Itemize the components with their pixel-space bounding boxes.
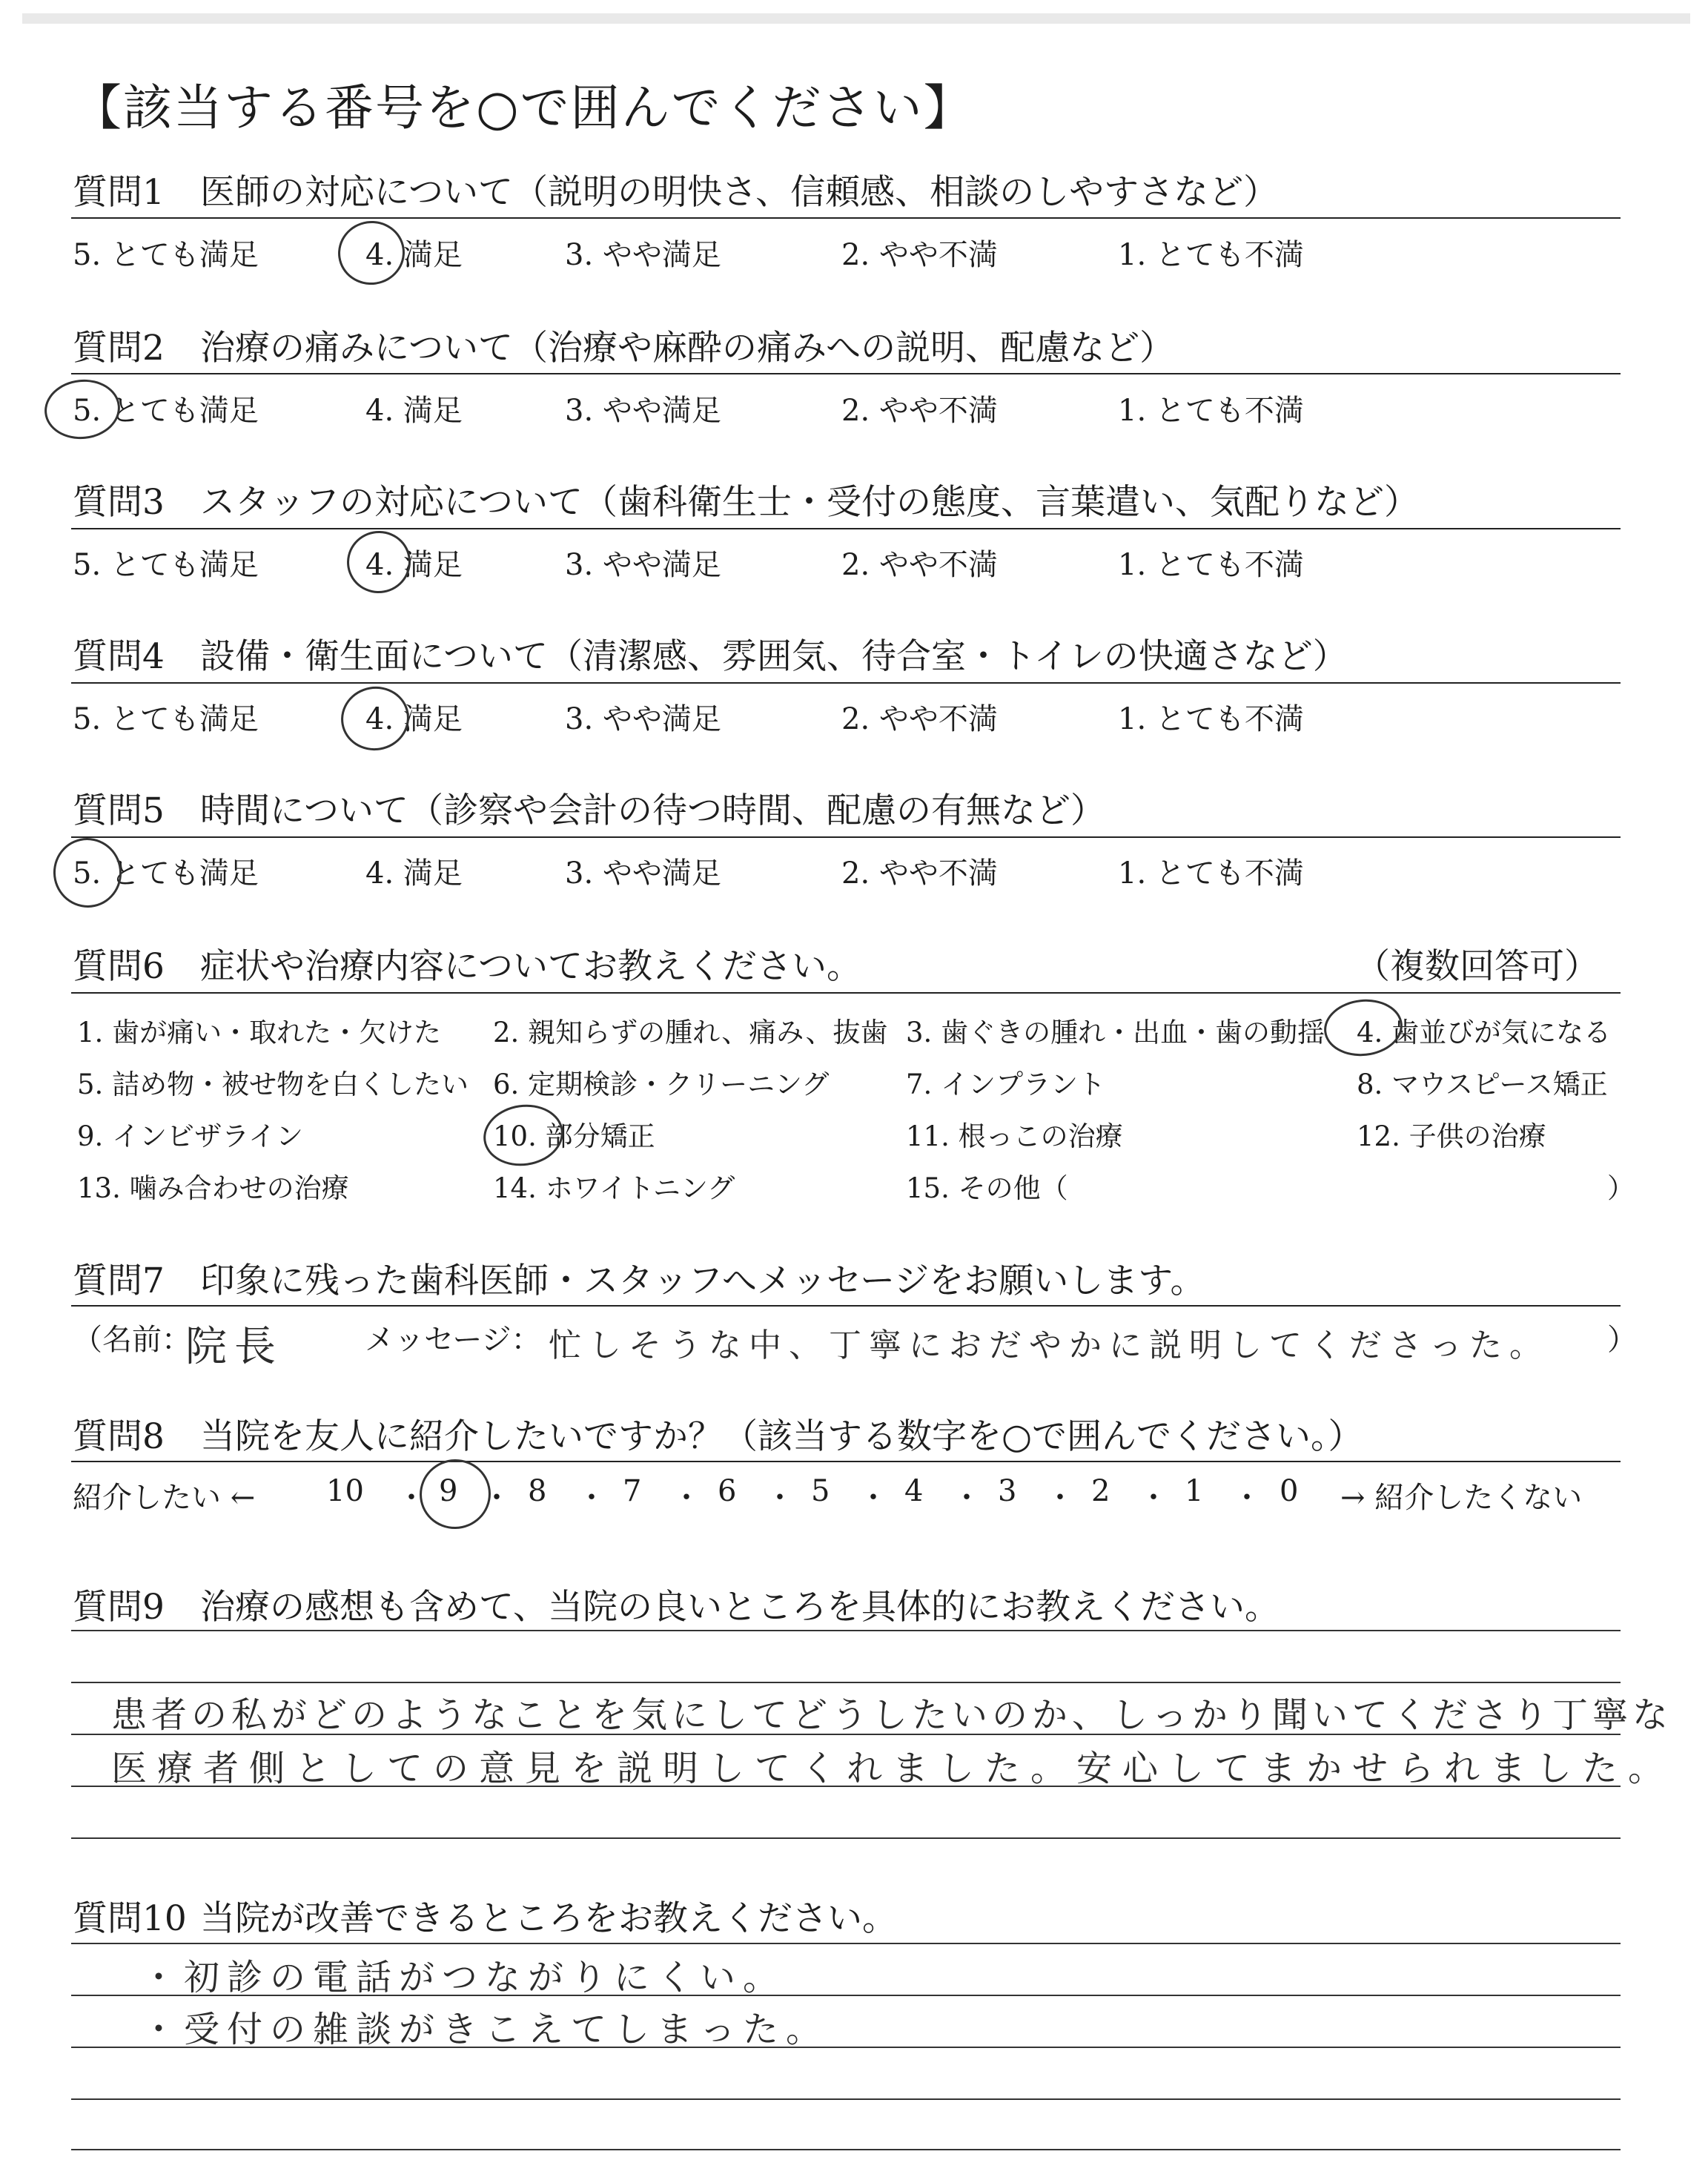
q1-option-1[interactable]: 1. とても不満 xyxy=(1118,238,1304,272)
q2-selection-circle xyxy=(42,376,123,443)
q6-option-4[interactable]: 4. 歯並びが気になる xyxy=(1357,1017,1612,1048)
q2-option-4[interactable]: 4. 満足 xyxy=(365,394,463,428)
q4-option-1[interactable]: 1. とても不満 xyxy=(1118,702,1304,736)
q6-option-15[interactable]: 15. その他（ xyxy=(906,1172,1068,1204)
name-label: （名前： xyxy=(73,1323,191,1357)
message-handwritten[interactable]: 忙しそうな中、丁寧におだやかに説明してくださった。 xyxy=(549,1327,1549,1364)
question-9 xyxy=(73,1579,1280,1629)
q5-option-3[interactable]: 3. やや満足 xyxy=(565,856,721,891)
q1-selection-circle xyxy=(334,217,408,289)
question-6 xyxy=(73,939,861,988)
q6-option-6[interactable]: 6. 定期検診・クリーニング xyxy=(493,1069,830,1100)
q3-option-5[interactable]: 5. とても満足 xyxy=(73,548,259,582)
recommend-right-label: → 紹介したくない xyxy=(1340,1481,1583,1515)
q3-option-2[interactable]: 2. やや不満 xyxy=(841,548,998,582)
q4-selection-circle xyxy=(336,681,414,756)
q6-option-5[interactable]: 5. 詰め物・被せ物を白くしたい xyxy=(77,1069,469,1100)
q6-option-10[interactable]: 10. 部分矯正 xyxy=(493,1120,655,1152)
q6-option-14[interactable]: 14. ホワイトニング xyxy=(493,1172,735,1204)
question-10-text: 当院が改善できるところをお教えください。 xyxy=(200,1898,897,1939)
question-8-label: 質問8 xyxy=(73,1416,165,1457)
question-8-text: 当院を友人に紹介したいですか？（該当する数字を○で囲んでください。） xyxy=(200,1416,1363,1457)
question-6-note: （複数回答可） xyxy=(1355,946,1599,987)
q5-option-5[interactable]: 5. とても満足 xyxy=(73,856,259,891)
recommend-3[interactable]: 3 xyxy=(998,1474,1017,1508)
divider xyxy=(71,373,1621,374)
scale-dot: ・ xyxy=(858,1481,888,1515)
divider xyxy=(71,682,1621,684)
recommend-4[interactable]: 4 xyxy=(904,1474,924,1508)
q6-option-12[interactable]: 12. 子供の治療 xyxy=(1357,1120,1546,1152)
answer-line xyxy=(71,1682,1621,1683)
divider xyxy=(71,217,1621,219)
q4-option-3[interactable]: 3. やや満足 xyxy=(565,702,721,736)
q6-option-1[interactable]: 1. 歯が痛い・取れた・欠けた xyxy=(77,1017,442,1048)
q2-option-1[interactable]: 1. とても不満 xyxy=(1118,394,1304,428)
recommend-8[interactable]: 8 xyxy=(528,1474,547,1508)
q4-option-4[interactable]: 4. 満足 xyxy=(365,702,463,736)
question-7 xyxy=(73,1253,1205,1303)
question-3 xyxy=(73,475,1419,524)
question-7-text: 印象に残った歯科医師・スタッフへメッセージをお願いします。 xyxy=(200,1261,1205,1301)
question-5 xyxy=(73,783,1105,833)
scale-dot: ・ xyxy=(482,1481,512,1515)
scan-top-edge xyxy=(22,13,1690,24)
q2-option-3[interactable]: 3. やや満足 xyxy=(565,394,721,428)
question-3-text: スタッフの対応について（歯科衛生士・受付の態度、言葉遣い、気配りなど） xyxy=(200,482,1420,523)
q6-option-8[interactable]: 8. マウスピース矯正 xyxy=(1357,1069,1608,1100)
q6-option-7[interactable]: 7. インプラント xyxy=(906,1069,1106,1100)
q3-option-1[interactable]: 1. とても不満 xyxy=(1118,548,1304,582)
scale-dot: ・ xyxy=(1045,1481,1075,1515)
question-9-text: 治療の感想も含めて、当院の良いところを具体的にお教えください。 xyxy=(200,1587,1280,1628)
answer-line xyxy=(71,2149,1621,2150)
scale-dot: ・ xyxy=(952,1481,982,1515)
question-1 xyxy=(73,165,1278,214)
q9-answer-line-2[interactable]: 医療者側としての意見を説明してくれました。安心してまかせられました。 xyxy=(111,1748,1675,1789)
recommend-7[interactable]: 7 xyxy=(623,1474,642,1508)
q5-option-2[interactable]: 2. やや不満 xyxy=(841,856,998,891)
q2-option-2[interactable]: 2. やや不満 xyxy=(841,394,998,428)
answer-line xyxy=(71,1630,1621,1631)
q6-selection-circle-4 xyxy=(1321,996,1405,1060)
answer-line xyxy=(71,1943,1621,1944)
question-2-text: 治療の痛みについて（治療や麻酔の痛みへの説明、配慮など） xyxy=(200,328,1175,369)
recommend-10[interactable]: 10 xyxy=(326,1474,364,1508)
question-4-text: 設備・衛生面について（清潔感、雰囲気、待合室・トイレの快適さなど） xyxy=(200,636,1348,677)
question-2-label: 質問2 xyxy=(73,328,165,369)
message-close-paren: ） xyxy=(1607,1323,1637,1357)
question-5-label: 質問5 xyxy=(73,790,165,831)
q6-option-13[interactable]: 13. 噛み合わせの治療 xyxy=(77,1172,349,1204)
question-2 xyxy=(73,320,1174,370)
question-4 xyxy=(73,629,1348,678)
recommend-0[interactable]: 0 xyxy=(1280,1474,1299,1508)
answer-line xyxy=(71,2098,1621,2100)
q4-option-5[interactable]: 5. とても満足 xyxy=(73,702,259,736)
answer-line xyxy=(71,1837,1621,1839)
name-handwritten[interactable]: 院長 xyxy=(185,1323,283,1371)
q6-option-3[interactable]: 3. 歯ぐきの腫れ・出血・歯の動揺 xyxy=(906,1017,1325,1048)
q3-option-3[interactable]: 3. やや満足 xyxy=(565,548,721,582)
recommend-5[interactable]: 5 xyxy=(811,1474,830,1508)
question-1-label: 質問1 xyxy=(73,172,165,213)
q10-answer-line-1[interactable]: ・初診の電話がつながりにくい。 xyxy=(141,1957,787,1998)
scale-dot: ・ xyxy=(397,1481,426,1515)
message-label: メッセージ： xyxy=(365,1323,541,1357)
divider xyxy=(71,836,1621,838)
q6-selection-circle-10 xyxy=(480,1100,567,1171)
recommend-1[interactable]: 1 xyxy=(1185,1474,1204,1508)
question-6-label: 質問6 xyxy=(73,946,165,987)
divider xyxy=(71,1305,1621,1307)
q3-option-4[interactable]: 4. 満足 xyxy=(365,548,463,582)
question-9-label: 質問9 xyxy=(73,1587,165,1628)
question-3-label: 質問3 xyxy=(73,482,165,523)
scale-dot: ・ xyxy=(577,1481,606,1515)
q5-selection-circle xyxy=(47,831,128,914)
page-title: 【該当する番号を○で囲んでください】 xyxy=(73,79,974,136)
recommend-6[interactable]: 6 xyxy=(718,1474,737,1508)
scale-dot: ・ xyxy=(765,1481,795,1515)
recommend-left-label: 紹介したい ← xyxy=(73,1481,256,1515)
q6-option-2[interactable]: 2. 親知らずの腫れ、痛み、抜歯 xyxy=(493,1017,888,1048)
question-10-label: 質問10 xyxy=(73,1898,187,1939)
q6-option-9[interactable]: 9. インビザライン xyxy=(77,1120,303,1152)
q6-option-15-close: ） xyxy=(1607,1172,1635,1204)
q1-option-2[interactable]: 2. やや不満 xyxy=(841,238,998,272)
q1-option-4[interactable]: 4. 満足 xyxy=(365,238,463,272)
q1-option-5[interactable]: 5. とても満足 xyxy=(73,238,259,272)
recommend-9[interactable]: 9 xyxy=(439,1474,458,1508)
scale-dot: ・ xyxy=(1139,1481,1168,1515)
question-1-text: 医師の対応について（説明の明快さ、信頼感、相談のしやすさなど） xyxy=(200,172,1279,213)
divider xyxy=(71,528,1621,529)
q5-option-1[interactable]: 1. とても不満 xyxy=(1118,856,1304,891)
question-8 xyxy=(73,1409,1363,1459)
q8-selection-circle xyxy=(413,1453,497,1536)
q9-answer-line-1[interactable]: 患者の私がどのようなことを気にしてどうしたいのか、しっかり聞いてくださり丁寧な xyxy=(111,1694,1673,1736)
question-4-label: 質問4 xyxy=(73,636,165,677)
question-6-text: 症状や治療内容についてお教えください。 xyxy=(200,946,862,987)
scale-dot: ・ xyxy=(672,1481,701,1515)
q3-selection-circle xyxy=(342,526,415,598)
question-7-label: 質問7 xyxy=(73,1261,165,1301)
divider xyxy=(71,992,1621,994)
q5-option-4[interactable]: 4. 満足 xyxy=(365,856,463,891)
q1-option-3[interactable]: 3. やや満足 xyxy=(565,238,721,272)
question-10 xyxy=(73,1891,897,1941)
q6-option-11[interactable]: 11. 根っこの治療 xyxy=(906,1120,1123,1152)
scale-dot: ・ xyxy=(1232,1481,1262,1515)
q2-option-5[interactable]: 5. とても満足 xyxy=(73,394,259,428)
q10-answer-line-2[interactable]: ・受付の雑談がきこえてしまった。 xyxy=(141,2009,830,2050)
recommend-2[interactable]: 2 xyxy=(1091,1474,1110,1508)
question-5-text: 時間について（診察や会計の待つ時間、配慮の有無など） xyxy=(200,790,1106,831)
q4-option-2[interactable]: 2. やや不満 xyxy=(841,702,998,736)
divider xyxy=(71,1461,1621,1462)
